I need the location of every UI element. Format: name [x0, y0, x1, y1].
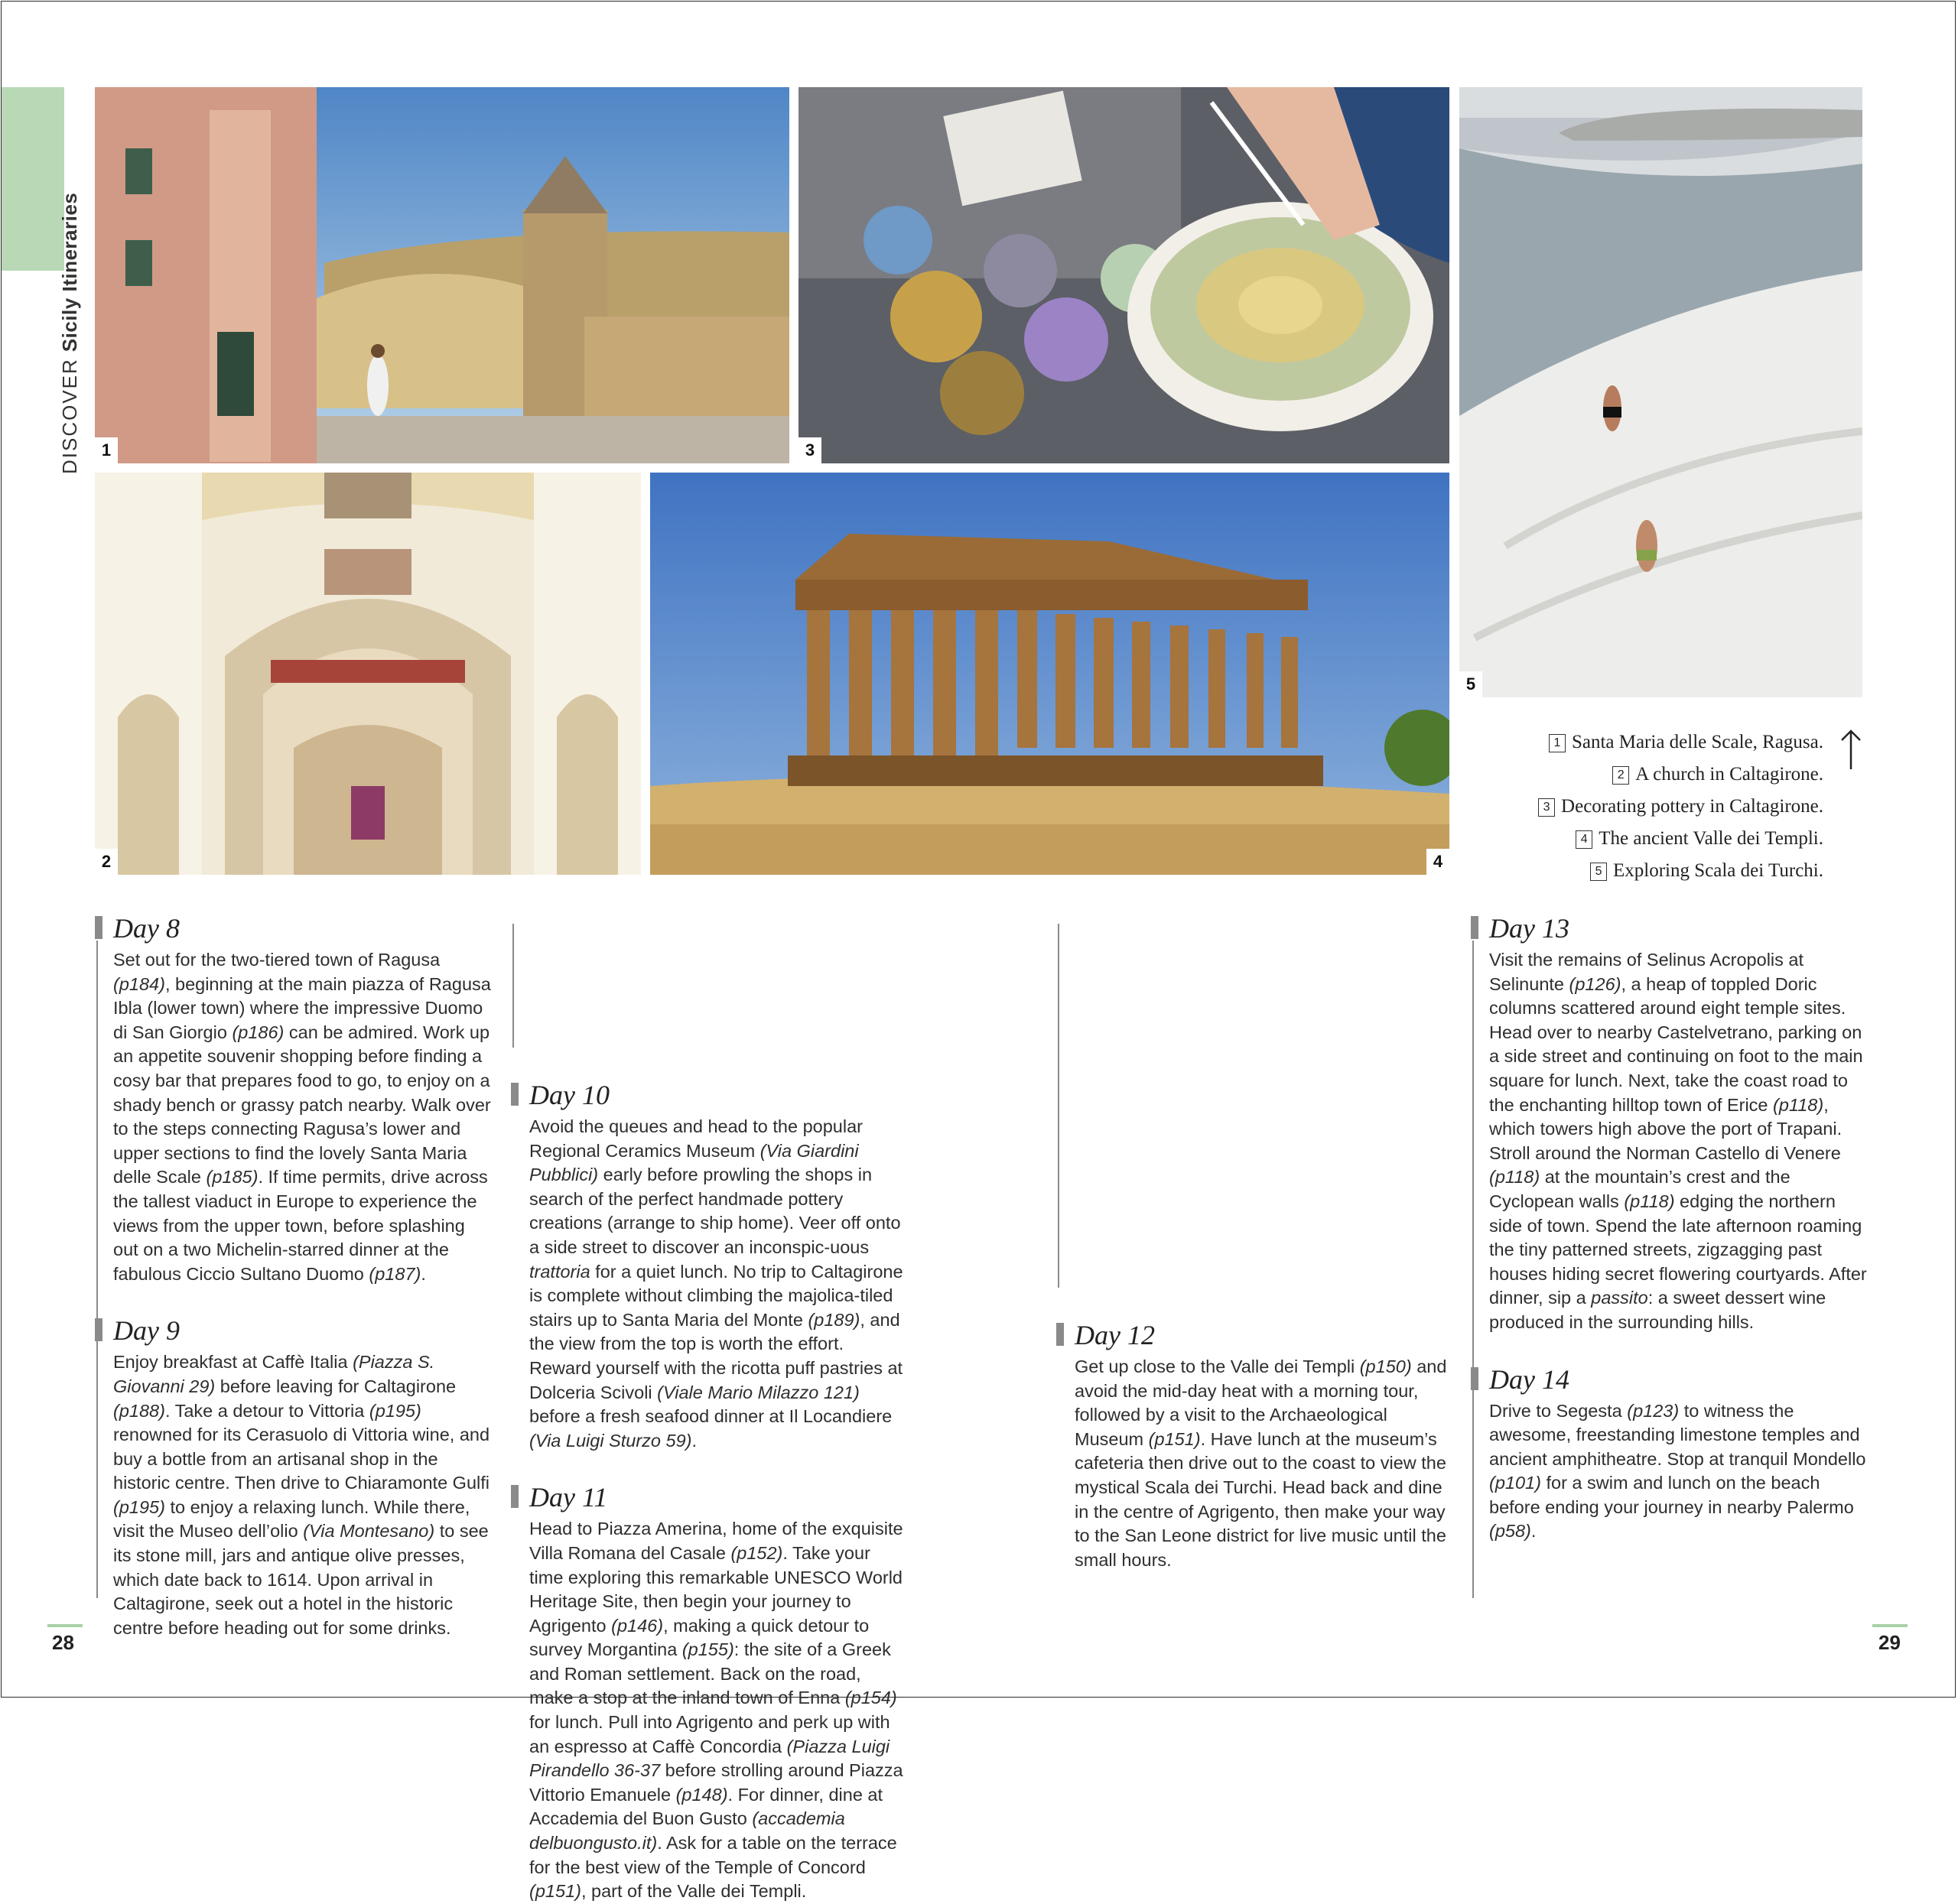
section-tab	[2, 87, 64, 271]
photo-number: 1	[95, 437, 118, 463]
day-14-heading: Day 14	[1489, 1364, 1868, 1395]
photo-number: 3	[798, 437, 821, 463]
text-column-3	[1075, 924, 1453, 1572]
caption: 4 The ancient Valle dei Templi.	[1538, 823, 1823, 855]
photo-church	[95, 473, 641, 875]
day-13-heading: Day 13	[1489, 913, 1868, 944]
day-11-heading: Day 11	[529, 1482, 908, 1512]
day-13-text: Visit the remains of Selinus Acropolis at Selinunte (p126), a heap of toppled Doric columns scattered around eight temple sites. Head over to nearby Castelvetrano, parking on a side street and continuing on foot to the main square for lunch. Next, take the coast road to the enchanting hilltop town of Erice (p118), which towers high above the port of Trapani. Stroll around the Norman Castello di Venere (p118) at the mountain’s crest and the Cyclopean walls (p118) edging the northern side of town. Spend the late afternoon roaming the tiny patterned streets, zigzagging past houses hiding secret flowering courtyards. After dinner, sip a passito: a sweet dessert wine produced in the surrounding hills.	[1489, 950, 1867, 1332]
photo-number: 2	[95, 849, 118, 875]
day-9-heading: Day 9	[113, 1315, 492, 1346]
page-number-bar-left	[47, 1624, 83, 1627]
caption: 2 A church in Caltagirone.	[1538, 759, 1823, 791]
text-column-4	[1489, 913, 1868, 1544]
day-12-heading: Day 12	[1075, 1320, 1453, 1350]
caption: 1 Santa Maria delle Scale, Ragusa.	[1538, 726, 1823, 759]
page-number-left: 28	[52, 1631, 74, 1654]
photo-captions	[1538, 726, 1823, 887]
day-14-text: Drive to Segesta (p123) to witness the awesome, freestanding limestone temples and ancient amphitheatre. Stop at tranquil Mondello (p101) for a swim and lunch on the beach before ending your journey in nearby Palermo (p58).	[1489, 1400, 1866, 1542]
photo-temple	[650, 473, 1449, 875]
page-number-bar-right	[1872, 1624, 1908, 1627]
photo-scala-dei-turchi	[1459, 87, 1862, 697]
day-10-text: Avoid the queues and head to the popular Regional Ceramics Museum (Via Giardini Pubblici) early before prowling the shops in search of the perfect handmade pottery creations (arrange to ship home). Veer off onto a side street to discover an inconspic-uous trattoria for a quiet lunch. No trip to Caltagirone is complete without climbing the majolica-tiled stairs up to Santa Maria del Monte (p189), and the view from the top is worth the effort. Reward yourself with the ricotta puff pastries at Dolceria Scivoli (Viale Mario Milazzo 121) before a fresh seafood dinner at Il Locandiere (Via Luigi Sturzo 59).	[529, 1116, 903, 1451]
section-label: DISCOVERSicily Itineraries	[58, 192, 81, 474]
caption: 3 Decorating pottery in Caltagirone.	[1538, 791, 1823, 823]
day-10-heading: Day 10	[529, 1080, 908, 1110]
day-9-text: Enjoy breakfast at Caffè Italia (Piazza S. Giovanni 29) before leaving for Caltagirone (p188). Take a detour to Vittoria (p195) renowned for its Cerasuolo di Vittoria wine, and buy a bottle from an artisanal shop in the historic centre. Then drive to Chiaramonte Gulfi (p195) to enjoy a relaxing lunch. While there, visit the Museo dell’olio (Via Montesano) to see its stone mill, jars and antique olive presses, which date back to 1614. Upon arrival in Caltagirone, seek out a hotel in the historic centre before heading out for some drinks.	[113, 1352, 490, 1638]
arrow-up-icon	[1836, 726, 1866, 772]
photo-ragusa	[95, 87, 789, 463]
page-number-right: 29	[1878, 1631, 1901, 1654]
caption: 5 Exploring Scala dei Turchi.	[1538, 855, 1823, 887]
day-11-text: Head to Piazza Amerina, home of the exquisite Villa Romana del Casale (p152). Take your time exploring this remarkable UNESCO World Heritage Site, then begin your journey to Agrigento (p146), making a quick detour to survey Morgantina (p155): the site of a Greek and Roman settlement. Back on the road, make a stop at the inland town of Enna (p154) for lunch. Pull into Agrigento and perk up with an espresso at Caffè Concordia (Piazza Luigi Pirandello 36-37 before strolling around Piazza Vittorio Emanuele (p148). For dinner, dine at Accademia del Buon Gusto (accademia delbuongusto.it). Ask for a table on the terrace for the best view of the Temple of Concord (p151), part of the Valle dei Templi.	[529, 1519, 903, 1902]
text-column-2	[529, 924, 908, 1904]
day-12-text: Get up close to the Valle dei Templi (p150) and avoid the mid-day heat with a morning tour, followed by a visit to the Archaeological Museum (p151). Have lunch at the museum’s cafeteria then drive out to the coast to view the mystical Scala dei Turchi. Head back and dine in the centre of Agrigento, then make your way to the San Leone district for live music until the small hours.	[1075, 1357, 1447, 1570]
photo-number: 5	[1459, 671, 1482, 697]
day-8-text: Set out for the two-tiered town of Ragusa (p184), beginning at the main piazza of Ragusa Ibla (lower town) where the impressive Duomo di San Giorgio (p186) can be admired. Work up an appetite souvenir shopping before finding a cosy bar that prepares food to go, to enjoy on a shady bench or grassy patch nearby. Walk over to the steps connecting Ragusa’s lower and upper sections to find the lovely Santa Maria delle Scale (p185). If time permits, drive across the tallest viaduct in Europe to experience the views from the upper town, before splashing out on a two Michelin-starred dinner at the fabulous Ciccio Sultano Duomo (p187).	[113, 950, 491, 1284]
text-column-1	[113, 913, 492, 1640]
photo-pottery	[798, 87, 1449, 463]
day-8-heading: Day 8	[113, 913, 492, 944]
photo-number: 4	[1426, 849, 1449, 875]
